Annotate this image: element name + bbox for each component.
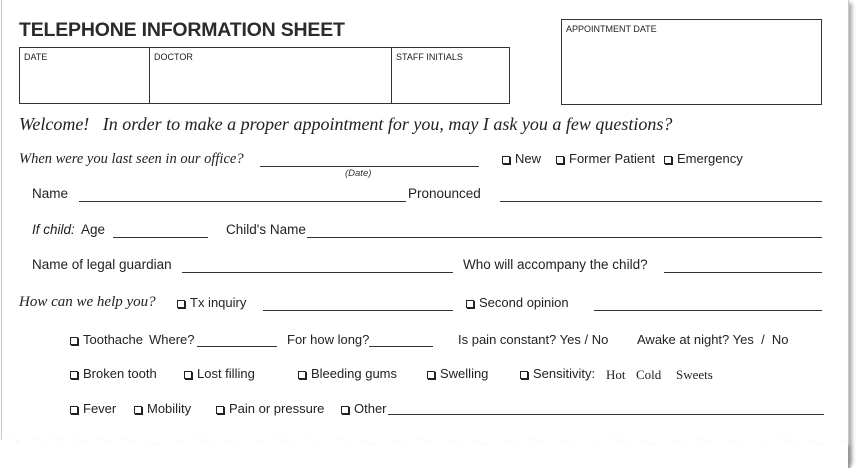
child-name-label: Child's Name	[226, 222, 306, 237]
if-child-label: If child:	[32, 222, 75, 237]
option-lost-filling[interactable]	[184, 366, 255, 381]
header-fields-box	[19, 47, 510, 104]
mobility-label: Mobility	[147, 401, 192, 416]
checkbox-icon[interactable]	[502, 156, 510, 164]
checkbox-icon[interactable]	[70, 406, 78, 414]
name-line[interactable]	[79, 201, 406, 202]
staff-initials-label: STAFF INITIALS	[396, 52, 463, 62]
torn-edge	[0, 424, 862, 468]
option-new[interactable]	[502, 151, 541, 166]
option-mobility[interactable]	[134, 401, 191, 416]
checkbox-icon[interactable]	[427, 371, 435, 379]
telephone-information-sheet	[1, 0, 849, 462]
name-label: Name	[32, 186, 69, 201]
option-bleeding-gums[interactable]	[298, 366, 397, 381]
where-line[interactable]	[197, 346, 277, 347]
option-swelling[interactable]	[427, 366, 488, 381]
option-broken-tooth[interactable]	[70, 366, 157, 381]
checkbox-icon[interactable]	[134, 406, 142, 414]
guardian-label: Name of legal guardian	[32, 257, 172, 272]
sensitivity-sweets[interactable]: Sweets	[676, 367, 713, 382]
appointment-date-label: APPOINTMENT DATE	[566, 24, 657, 34]
pain-or-pressure-label: Pain or pressure	[229, 401, 325, 416]
tx-inquiry-line[interactable]	[263, 310, 453, 311]
broken-tooth-label: Broken tooth	[83, 366, 157, 381]
option-emergency-label: Emergency	[677, 151, 743, 166]
sensitivity-cold[interactable]: Cold	[636, 367, 662, 382]
checkbox-icon[interactable]	[298, 371, 306, 379]
lost-filling-label: Lost filling	[197, 366, 255, 381]
child-name-line[interactable]	[307, 237, 822, 238]
guardian-line[interactable]	[182, 272, 453, 273]
toothache-label: Toothache	[83, 332, 143, 347]
pronounced-label: Pronounced	[408, 186, 481, 201]
checkbox-icon[interactable]	[556, 156, 564, 164]
fever-label: Fever	[83, 401, 117, 416]
checkbox-icon[interactable]	[466, 300, 474, 308]
option-other[interactable]	[341, 401, 387, 416]
option-tx-inquiry[interactable]	[177, 295, 246, 310]
checkbox-icon[interactable]	[341, 406, 349, 414]
swelling-label: Swelling	[440, 366, 489, 381]
other-label: Other	[354, 401, 387, 416]
checkbox-icon[interactable]	[70, 371, 78, 379]
checkbox-icon[interactable]	[664, 156, 672, 164]
option-toothache[interactable]	[70, 332, 143, 347]
sensitivity-label: Sensitivity:	[533, 366, 596, 381]
awake-question: Awake at night? Yes / No	[637, 332, 789, 347]
option-emergency[interactable]	[664, 151, 743, 166]
option-sensitivity[interactable]	[520, 366, 595, 381]
form-title: TELEPHONE INFORMATION SHEET	[19, 19, 345, 41]
option-former-patient-label: Former Patient	[569, 151, 655, 166]
tx-inquiry-label: Tx inquiry	[190, 295, 247, 310]
doctor-field[interactable]	[150, 48, 392, 103]
checkbox-icon[interactable]	[177, 300, 185, 308]
second-opinion-line[interactable]	[594, 310, 822, 311]
second-opinion-label: Second opinion	[479, 295, 569, 310]
doctor-label: DOCTOR	[154, 52, 193, 62]
appointment-date-field[interactable]	[561, 19, 822, 105]
help-question: How can we help you?	[19, 294, 156, 310]
age-label: Age	[81, 222, 106, 237]
other-line[interactable]	[388, 414, 824, 415]
checkbox-icon[interactable]	[70, 337, 78, 345]
pain-constant-question: Is pain constant? Yes / No	[458, 332, 609, 347]
how-long-line[interactable]	[369, 346, 433, 347]
option-second-opinion[interactable]	[466, 295, 569, 310]
where-label: Where?	[149, 332, 195, 347]
sensitivity-hot[interactable]: Hot	[606, 367, 626, 382]
last-seen-date-line[interactable]	[260, 166, 479, 167]
accompany-label: Who will accompany the child?	[463, 257, 648, 272]
bleeding-gums-label: Bleeding gums	[311, 366, 397, 381]
checkbox-icon[interactable]	[520, 371, 528, 379]
pronounced-line[interactable]	[500, 201, 822, 202]
how-long-label: For how long?	[287, 332, 370, 347]
option-pain-or-pressure[interactable]	[216, 401, 324, 416]
accompany-line[interactable]	[664, 272, 822, 273]
checkbox-icon[interactable]	[184, 371, 192, 379]
checkbox-icon[interactable]	[216, 406, 224, 414]
last-seen-question: When were you last seen in our office?	[19, 151, 244, 167]
welcome-text: Welcome! In order to make a proper appointment for you, may I ask you a few questions?	[19, 114, 673, 134]
option-former-patient[interactable]	[556, 151, 655, 166]
date-label: DATE	[24, 52, 48, 62]
age-line[interactable]	[113, 237, 208, 238]
date-hint: (Date)	[345, 168, 372, 179]
date-field[interactable]	[20, 48, 150, 103]
option-fever[interactable]	[70, 401, 116, 416]
staff-initials-field[interactable]	[392, 48, 509, 103]
option-new-label: New	[515, 151, 542, 166]
